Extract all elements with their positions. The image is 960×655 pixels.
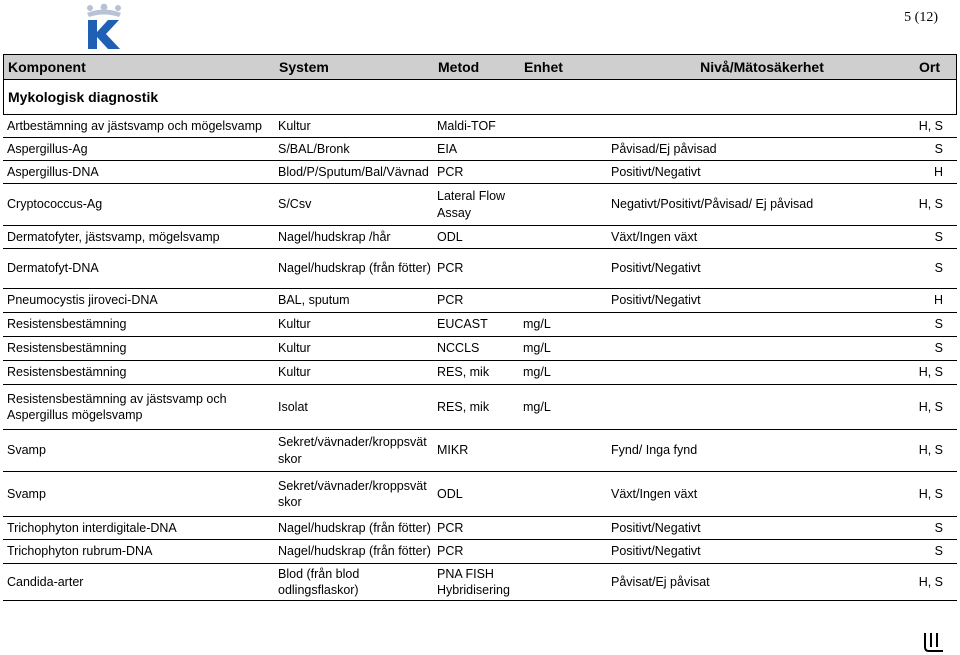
cell-enhet: mg/L [523, 399, 551, 414]
cell-enhet [523, 517, 613, 539]
cell-ort: S [934, 317, 943, 332]
page-number: 5 (12) [904, 10, 938, 25]
cell-niva: Fynd/ Inga fynd [611, 443, 698, 458]
cell-ort: S [934, 261, 943, 276]
cell-komponent: Resistensbestämning [7, 341, 127, 356]
cell-metod: PCR [437, 544, 464, 559]
cell-komponent: Aspergillus-DNA [7, 164, 99, 179]
cell-ort: S [934, 520, 943, 535]
cell-ort: S [934, 141, 943, 156]
cell-ort: H, S [918, 574, 943, 589]
cell-ort: H [933, 164, 943, 179]
footer-mark-icon [922, 631, 946, 653]
cell-metod: EIA [437, 141, 458, 156]
cell-ort: S [934, 544, 943, 559]
cell-enhet [523, 226, 613, 248]
cell-enhet [523, 161, 613, 183]
cell-ort: H, S [918, 197, 943, 212]
cell-komponent: Resistensbestämning [7, 365, 127, 380]
header-enhet: Enhet [524, 58, 563, 75]
cell-komponent: Svamp [7, 443, 46, 458]
table-bottom-rule [3, 600, 957, 601]
cell-niva: Påvisat/Ej påvisat [611, 574, 710, 589]
cell-ort: H [933, 293, 943, 308]
cell-metod: NCCLS [437, 341, 480, 356]
cell-system: Nagel/hudskrap (från fötter) [278, 544, 431, 559]
table-row [3, 564, 957, 600]
cell-komponent: Cryptococcus-Ag [7, 197, 103, 212]
cell-enhet [523, 249, 613, 288]
header-system: System [279, 58, 329, 75]
table-row [3, 361, 957, 385]
cell-niva [611, 385, 861, 429]
cell-komponent: Resistensbestämning [7, 317, 127, 332]
table-row [3, 540, 957, 564]
cell-niva: Positivt/Negativt [611, 164, 701, 179]
cell-metod: PNA FISH Hybridisering [437, 566, 510, 597]
cell-niva [611, 115, 861, 137]
cell-system: S/BAL/Bronk [278, 141, 350, 156]
cell-niva [611, 313, 861, 336]
cell-enhet [523, 430, 613, 471]
header-niva: Nivå/Mätosäkerhet [700, 59, 824, 75]
cell-niva [611, 337, 861, 360]
cell-niva: Påvisad/Ej påvisad [611, 141, 717, 156]
cell-komponent: Resistensbestämning av jästsvamp och Aspergillus mögelsvamp [7, 391, 227, 422]
cell-ort: H, S [918, 118, 943, 133]
cell-metod: Lateral Flow Assay [437, 189, 506, 220]
cell-enhet: mg/L [523, 317, 551, 332]
cell-ort: H, S [918, 486, 943, 501]
cell-ort: H, S [918, 365, 943, 380]
header-metod: Metod [438, 58, 480, 75]
cell-metod: PCR [437, 261, 464, 276]
cell-system: Nagel/hudskrap (från fötter) [278, 261, 431, 276]
section-title-row [3, 80, 957, 115]
cell-enhet [523, 472, 613, 516]
cell-metod: PCR [437, 520, 464, 535]
table-row [3, 226, 957, 249]
cell-system: Sekret/vävnader/kroppsvät skor [278, 478, 427, 509]
table-row [3, 249, 957, 289]
cell-niva [611, 361, 861, 384]
cell-komponent: Trichophyton interdigitale-DNA [7, 520, 177, 535]
cell-niva: Positivt/Negativt [611, 544, 701, 559]
table-row [3, 289, 957, 313]
cell-niva: Växt/Ingen växt [611, 229, 698, 244]
cell-metod: ODL [437, 486, 463, 501]
cell-metod: Maldi-TOF [437, 118, 496, 133]
table-row [3, 138, 957, 161]
cell-metod: RES, mik [437, 365, 490, 380]
table-row [3, 161, 957, 184]
cell-system: Kultur [278, 365, 311, 380]
cell-metod: RES, mik [437, 399, 490, 414]
cell-enhet: mg/L [523, 341, 551, 356]
cell-komponent: Trichophyton rubrum-DNA [7, 544, 153, 559]
cell-enhet [523, 540, 613, 563]
cell-system: Nagel/hudskrap /hår [278, 229, 391, 244]
cell-ort: H, S [918, 443, 943, 458]
table-row [3, 337, 957, 361]
table-row [3, 184, 957, 226]
cell-system: Sekret/vävnader/kroppsvät skor [278, 435, 427, 466]
cell-komponent: Dermatofyter, jästsvamp, mögelsvamp [7, 229, 220, 244]
cell-komponent: Artbestämning av jästsvamp och mögelsvamp [7, 118, 262, 133]
cell-komponent: Pneumocystis jiroveci-DNA [7, 293, 158, 308]
cell-niva: Positivt/Negativt [611, 261, 701, 276]
cell-niva: Negativt/Positivt/Påvisad/ Ej påvisad [611, 197, 814, 212]
cell-system: Kultur [278, 317, 311, 332]
cell-ort: H, S [918, 399, 943, 414]
cell-niva: Växt/Ingen växt [611, 486, 698, 501]
table-row [3, 472, 957, 517]
cell-metod: EUCAST [437, 317, 488, 332]
cell-enhet [523, 289, 613, 312]
cell-niva: Positivt/Negativt [611, 293, 701, 308]
cell-metod: MIKR [437, 443, 469, 458]
cell-metod: PCR [437, 164, 464, 179]
cell-enhet: mg/L [523, 365, 551, 380]
section-title: Mykologisk diagnostik [8, 88, 159, 105]
table-header-row [3, 54, 957, 80]
cell-enhet [523, 184, 613, 225]
cell-niva: Positivt/Negativt [611, 520, 701, 535]
cell-system: Blod/P/Sputum/Bal/Vävnad [278, 164, 429, 179]
cell-system: S/Csv [278, 197, 312, 212]
cell-system: Blod (från blod odlingsflaskor) [278, 566, 360, 597]
header-komponent: Komponent [8, 58, 86, 75]
cell-enhet [523, 564, 613, 600]
table-row [3, 430, 957, 472]
cell-system: Isolat [278, 399, 308, 414]
cell-ort: S [934, 229, 943, 244]
cell-komponent: Svamp [7, 486, 46, 501]
cell-metod: PCR [437, 293, 464, 308]
table-row [3, 115, 957, 138]
cell-ort: S [934, 341, 943, 356]
table-row [3, 385, 957, 430]
cell-komponent: Dermatofyt-DNA [7, 261, 99, 276]
cell-system: Nagel/hudskrap (från fötter) [278, 520, 431, 535]
table-row [3, 517, 957, 540]
cell-system: BAL, sputum [278, 293, 350, 308]
cell-system: Kultur [278, 341, 311, 356]
cell-komponent: Candida-arter [7, 574, 84, 589]
cell-enhet [523, 115, 613, 137]
table-row [3, 313, 957, 337]
cell-system: Kultur [278, 118, 311, 133]
cell-metod: ODL [437, 229, 463, 244]
mykologisk-table [3, 54, 957, 597]
crowned-k-logo [83, 3, 125, 50]
cell-enhet [523, 138, 613, 160]
cell-komponent: Aspergillus-Ag [7, 141, 88, 156]
header-ort: Ort [919, 59, 940, 75]
